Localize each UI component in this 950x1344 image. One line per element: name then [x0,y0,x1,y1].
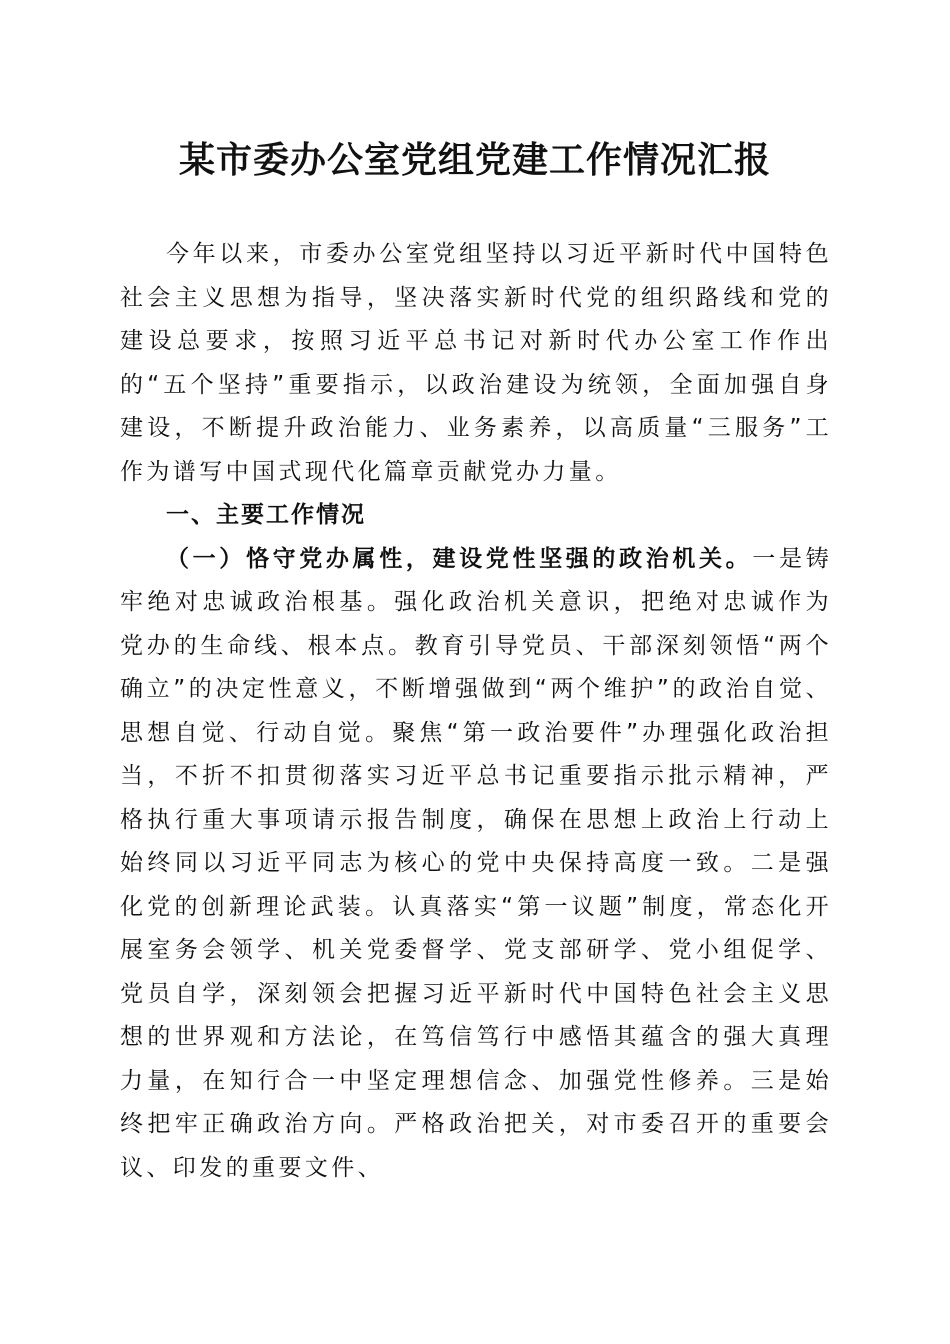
document-body [120,233,832,1190]
subsection-body: 一是铸牢绝对忠诚政治根基。强化政治机关意识，把绝对忠诚作为党办的生命线、根本点。教育引导党员、干部深刻领悟“两个确立”的决定性意义，不断增强做到“两个维护”的政治自觉、思想自觉、行动自觉。聚焦“第一政治要件”办理强化政治担当，不折不扣贯彻落实习近平总书记重要指示批示精神，严格执行重大事项请示报告制度，确保在思想上政治上行动上始终同以习近平同志为核心的党中央保持高度一致。二是强化党的创新理论武装。认真落实“第一议题”制度，常态化开展室务会领学、机关党委督学、党支部研学、党小组促学、党员自学，深刻领会把握习近平新时代中国特色社会主义思想的世界观和方法论，在笃信笃行中感悟其蕴含的强大真理力量，在知行合一中坚定理想信念、加强党性修养。三是始终把牢正确政治方向。严格政治把关，对市委召开的重要会议、印发的重要文件、 [120,545,832,1181]
document-title: 某市委办公室党组党建工作情况汇报 [178,139,771,181]
section-heading: 一、主要工作情况 [166,502,366,528]
subsection-paragraph [120,538,832,1191]
intro-paragraph: 今年以来，市委办公室党组坚持以习近平新时代中国特色社会主义思想为指导，坚决落实新时代党的组织路线和党的建设总要求，按照习近平总书记对新时代办公室工作作出的“五个坚持”重要指示，以政治建设为统领，全面加强自身建设，不断提升政治能力、业务素养，以高质量“三服务”工作为谱写中国式现代化篇章贡献党办力量。 [120,241,832,485]
subsection-heading: （一）恪守党办属性，建设党性坚强的政治机关。 [166,545,753,572]
